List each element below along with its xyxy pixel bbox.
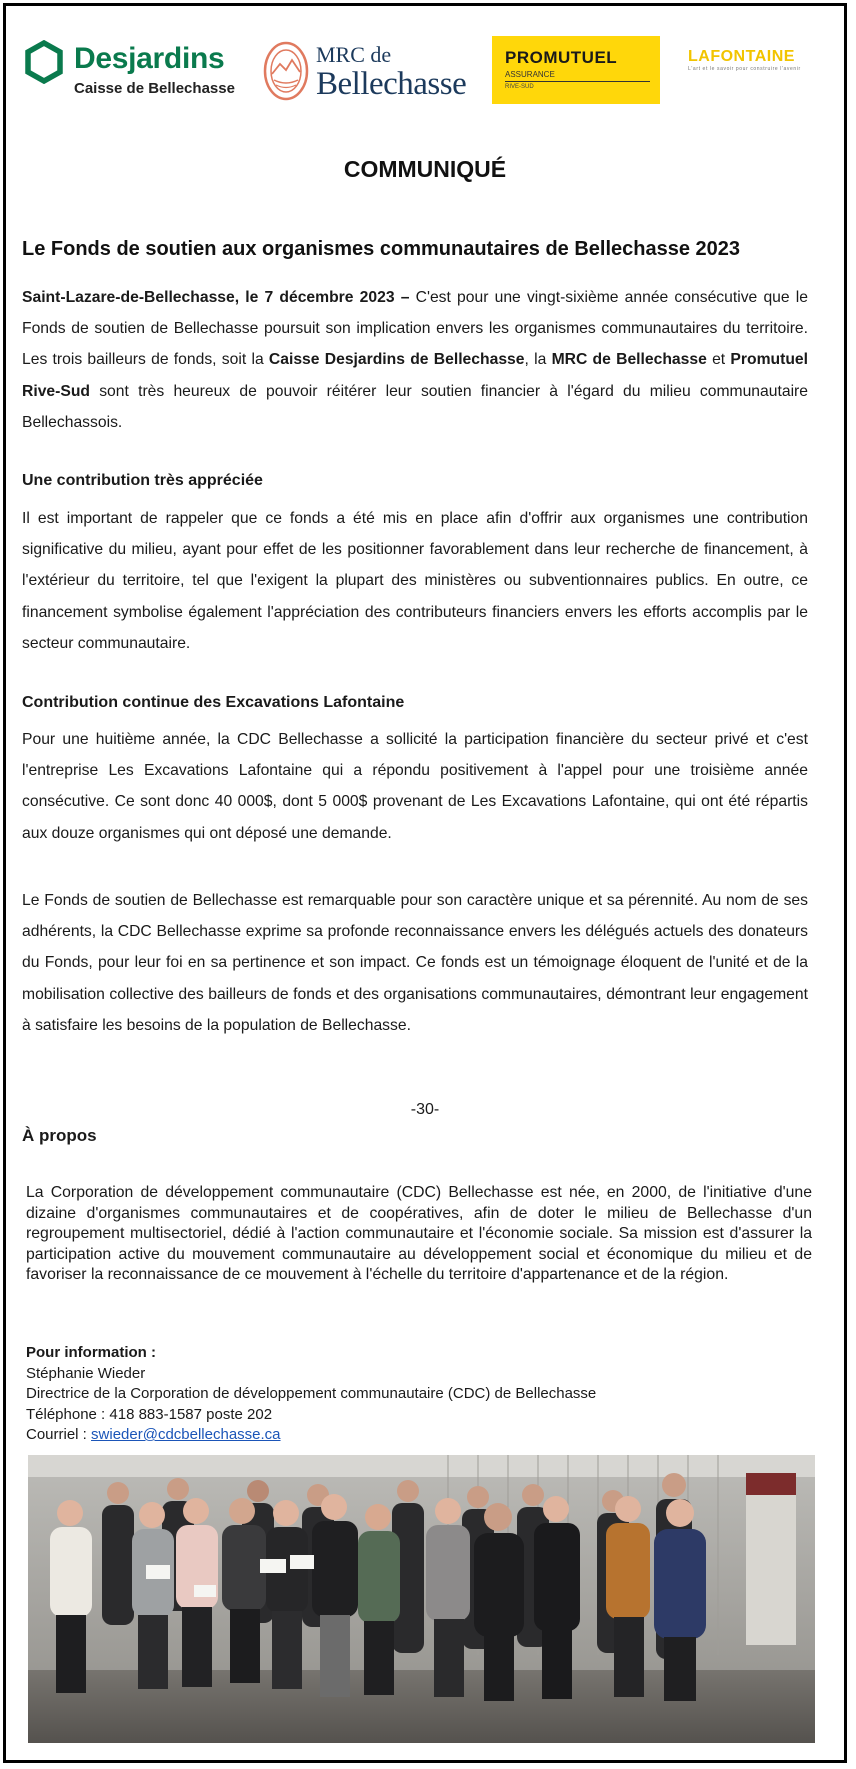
contact-phone: Téléphone : 418 883-1587 poste 202 bbox=[26, 1405, 273, 1423]
intro-text-1: C'est pour une vingt-sixième année consécutive que le Fonds de soutien de Bellechasse poursuit son implication envers les organismes communautaires du territoire. Les trois bailleurs de fonds, soit la bbox=[22, 289, 808, 369]
mrc-line1: MRC de bbox=[316, 42, 392, 67]
contact-role: Directrice de la Corporation de développement communautaire (CDC) de Bellechasse bbox=[26, 1385, 597, 1402]
contact-label: Pour information : bbox=[26, 1344, 156, 1361]
intro-text-4: sont très heureux de pouvoir réitérer leur soutien financier à l'égard du milieu communautaire Bellechassois. bbox=[22, 382, 808, 431]
promutuel-assurance: ASSURANCE bbox=[505, 70, 555, 79]
page-title: COMMUNIQUÉ bbox=[343, 156, 507, 182]
lafontaine-logo bbox=[688, 48, 847, 88]
contact-name: Stéphanie Wieder bbox=[26, 1364, 146, 1382]
about-heading: À propos bbox=[22, 1126, 97, 1145]
group-photo bbox=[28, 1455, 815, 1743]
dateline: Saint-Lazare-de-Bellechasse, le 7 décembre 2023 – bbox=[22, 289, 410, 306]
promutuel-region: RIVE-SUD bbox=[505, 84, 534, 90]
intro-text-3: et bbox=[706, 351, 731, 369]
desjardins-caisse: Caisse de Bellechasse bbox=[74, 80, 235, 97]
desjardins-name: Desjardins bbox=[74, 42, 225, 75]
group-photo-illustration bbox=[28, 1455, 815, 1743]
closing-paragraph: Le Fonds de soutien de Bellechasse est remarquable pour son caractère unique et sa pérennité. Au nom de ses adhérents, la CDC Bellechasse exprime sa profonde reconnaissance envers les délégués actuels des donateurs du Fonds, pour leur foi en sa pertinence et son impact. Ce fonds est un témoignage éloquent de l'unité et de la mobilisation collective des bailleurs de fonds et des organisations communautaires, démontrant leur engagement à satisfaire les besoins de la population de Bellechasse. bbox=[22, 892, 808, 1034]
intro-text-2: , la bbox=[524, 351, 552, 369]
headline: Le Fonds de soutien aux organismes communautaires de Bellechasse 2023 bbox=[22, 238, 741, 260]
contact-email-link[interactable]: swieder@cdcbellechasse.ca bbox=[91, 1426, 281, 1443]
contact-block bbox=[26, 1343, 596, 1446]
intro-bold-promutuel: Promutuel Rive-Sud bbox=[22, 351, 808, 400]
promutuel-logo bbox=[492, 36, 660, 104]
intro-bold-desjardins: Caisse Desjardins de Bellechasse bbox=[268, 351, 525, 369]
intro-bold-mrc: MRC de Bellechasse bbox=[551, 351, 707, 369]
section-text-contribution: Il est important de rappeler que ce fonds a été mis en place afin d'offrir aux organismes une contribution significative du milieu, ayant pour effet de les positionner favorablement dans leur recherche de financement, à l'extérieur du territoire, tel que l'exigent la plupart des ministères ou subventionnaires publics. En outre, ce financement symbolise également l'appréciation des contributeurs financiers envers les efforts accomplis par le secteur communautaire. bbox=[22, 510, 808, 652]
promutuel-divider bbox=[505, 81, 650, 82]
section-text-lafontaine: Pour une huitième année, la CDC Bellechasse a sollicité la participation financière du secteur privé et c'est l'entreprise Les Excavations Lafontaine qui a répondu positivement à l'appel pour une troisième année consécutive. Ce sont donc 40 000$, dont 5 000$ provenant de Les Excavations Lafontaine, qui ont été répartis aux douze organismes qui ont déposé une demande. bbox=[22, 731, 808, 842]
lafontaine-name: LAFONTAINE bbox=[688, 48, 795, 65]
lafontaine-tagline: L'art et le savoir pour construire l'avenir bbox=[688, 66, 801, 72]
mrc-line2: Bellechasse bbox=[316, 66, 467, 102]
intro-paragraph bbox=[22, 282, 808, 438]
mrc-logo bbox=[262, 30, 467, 110]
document-page bbox=[3, 3, 847, 1763]
end-marker: -30- bbox=[410, 1101, 440, 1118]
section-heading-lafontaine: Contribution continue des Excavations Lafontaine bbox=[22, 694, 405, 711]
section-heading-contribution: Une contribution très appréciée bbox=[22, 472, 263, 489]
desjardins-hexagon-icon bbox=[24, 40, 64, 84]
contact-email-label: Courriel : bbox=[26, 1426, 92, 1443]
sponsor-logos bbox=[22, 30, 828, 110]
mrc-seal-icon bbox=[262, 40, 310, 102]
contact-email-row bbox=[26, 1425, 596, 1446]
about-text: La Corporation de développement communautaire (CDC) Bellechasse est née, en 2000, de l'initiative d'une dizaine d'organismes communautaires et de coopératives, afin de doter le milieu de Bellechasse d'un regroupement multisectoriel, dédié à l'action communautaire et l'économie sociale. Sa mission est d'assurer la participation active du mouvement communautaire au développement social et économique du milieu et de favoriser la reconnaissance de ce mouvement à l'échelle du territoire d'appartenance et de la région. bbox=[26, 1184, 812, 1283]
promutuel-name: PROMUTUEL bbox=[505, 48, 618, 67]
